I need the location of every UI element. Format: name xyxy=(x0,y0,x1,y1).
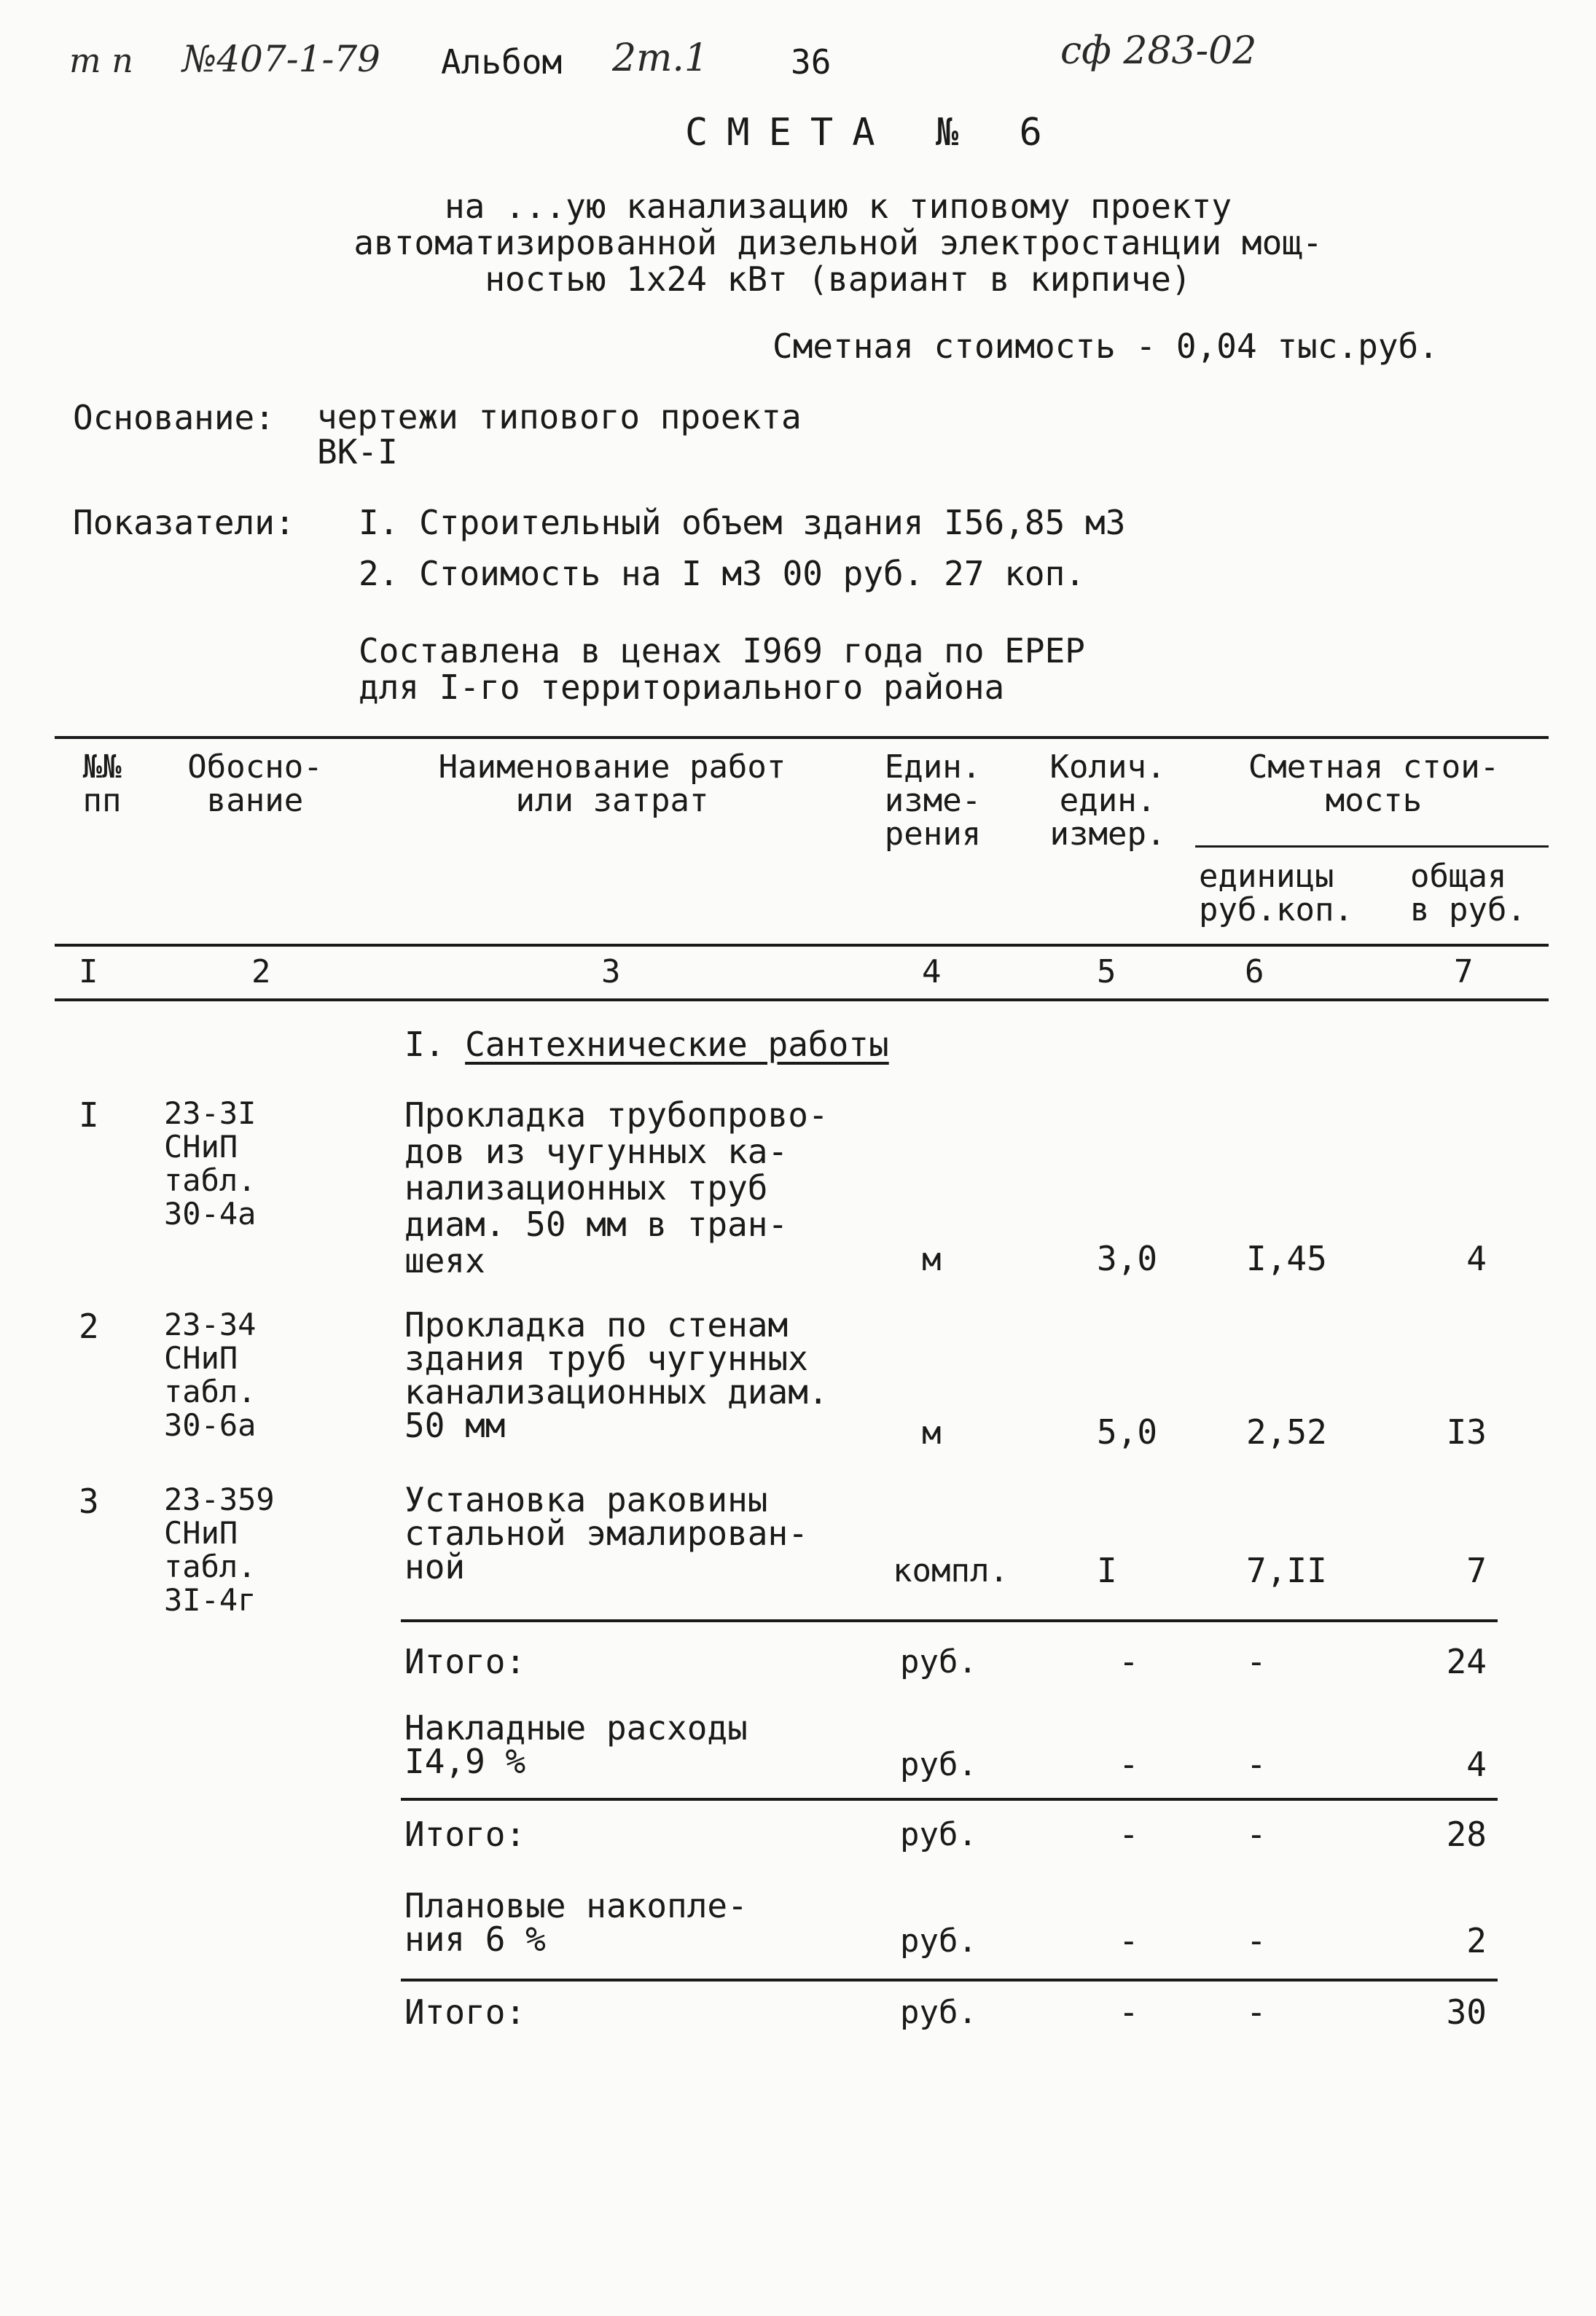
row-num: I xyxy=(79,1095,99,1135)
summary-total: 24 xyxy=(1446,1642,1487,1681)
row-total: 4 xyxy=(1466,1239,1487,1278)
page-number: 36 xyxy=(791,42,832,82)
summary-qty: - xyxy=(1119,1815,1139,1854)
summary-unit-cost: - xyxy=(1246,1745,1267,1784)
row-unit-cost: 2,52 xyxy=(1246,1412,1327,1452)
summary-qty: - xyxy=(1119,1921,1139,1960)
summary-rule-2 xyxy=(401,1798,1498,1801)
summary-unit: руб. xyxy=(900,1643,977,1681)
summary-unit: руб. xyxy=(900,1994,977,2031)
header-bottom-rule xyxy=(55,944,1549,947)
section-heading xyxy=(404,1026,889,1063)
document-title: СМЕТА № 6 xyxy=(685,111,1061,154)
row-total: I3 xyxy=(1446,1412,1487,1452)
summary-name: Накладные расходы I4,9 % xyxy=(404,1708,748,1781)
summary-total: 30 xyxy=(1446,1992,1487,2032)
basis-label: Основание: xyxy=(73,398,275,437)
row-unit: м xyxy=(922,1415,942,1452)
header-num: №№ пп xyxy=(82,748,122,819)
summary-unit: руб. xyxy=(900,1922,977,1960)
compiled-note: Составлена в ценах I969 года по ЕРЕР для I-го территориального района xyxy=(359,631,1085,707)
basis-text: чертежи типового проекта ВК-I xyxy=(317,397,802,472)
summary-qty: - xyxy=(1119,1992,1139,2032)
header-qty: Колич. един. измер. xyxy=(1049,748,1166,853)
row-unit-cost: I,45 xyxy=(1246,1239,1327,1278)
summary-unit-cost: - xyxy=(1246,1992,1267,2032)
row-basis: 23-34 СНиП табл. 30-6а xyxy=(164,1307,257,1443)
row-total: 7 xyxy=(1466,1551,1487,1590)
summary-name: Итого: xyxy=(404,1815,526,1854)
summary-rule-3 xyxy=(401,1979,1498,1981)
section-number: I. xyxy=(404,1025,466,1064)
summary-qty: - xyxy=(1119,1745,1139,1784)
indicator-unit-cost: 2. Стоимость на I м3 00 руб. 27 коп. xyxy=(359,554,1085,593)
row-unit-cost: 7,II xyxy=(1246,1551,1327,1590)
col-number-5: 5 xyxy=(1097,953,1116,990)
col-number-1: I xyxy=(79,953,98,990)
row-num: 3 xyxy=(79,1482,99,1521)
summary-name: Итого: xyxy=(404,1642,526,1681)
summary-unit-cost: - xyxy=(1246,1642,1267,1681)
col-number-7: 7 xyxy=(1454,953,1474,990)
document-code: сф 283-02 xyxy=(1060,29,1257,73)
row-unit: м xyxy=(922,1241,942,1278)
header-unit: Един. изме- рения xyxy=(884,748,982,853)
indicator-volume: I. Строительный объем здания I56,85 м3 xyxy=(359,503,1126,542)
doc-series-prefix: т п xyxy=(69,41,133,80)
summary-unit: руб. xyxy=(900,1816,977,1853)
col-number-6: 6 xyxy=(1245,953,1264,990)
estimated-cost: Сметная стоимость - 0,04 тыс.руб. xyxy=(772,326,1439,366)
summary-name: Плановые накопле- ния 6 % xyxy=(404,1886,748,1959)
summary-unit: руб. xyxy=(900,1746,977,1783)
row-name: Прокладка трубопрово- дов из чугунных ка- нализационных труб диам. 50 мм в тран- шеях xyxy=(404,1095,829,1280)
summary-qty: - xyxy=(1119,1642,1139,1681)
row-qty: 5,0 xyxy=(1097,1412,1158,1452)
column-numbers-rule xyxy=(55,998,1549,1001)
row-name: Прокладка по стенам здания труб чугунных канализационных диам. 50 мм xyxy=(404,1305,829,1445)
table-top-rule xyxy=(55,736,1549,739)
album-number: 2т.1 xyxy=(612,36,709,80)
col-number-2: 2 xyxy=(251,953,271,990)
row-qty: 3,0 xyxy=(1097,1239,1158,1278)
row-num: 2 xyxy=(79,1307,99,1346)
project-number: №407-1-79 xyxy=(182,38,380,80)
album-label: Альбом xyxy=(441,42,563,82)
header-basis: Обосно- вание xyxy=(187,748,323,819)
header-total: общая в руб. xyxy=(1410,858,1526,928)
row-basis: 23-359 СНиП табл. 3I-4г xyxy=(164,1482,275,1618)
cost-group-rule xyxy=(1195,845,1549,848)
summary-total: 2 xyxy=(1466,1921,1487,1960)
summary-total: 28 xyxy=(1446,1815,1487,1854)
col-number-4: 4 xyxy=(922,953,942,990)
row-basis: 23-3I СНиП табл. 30-4а xyxy=(164,1095,257,1232)
header-unit-cost: единицы руб.коп. xyxy=(1199,858,1353,928)
summary-rule-1 xyxy=(401,1619,1498,1622)
header-cost-group: Сметная стои- мость xyxy=(1248,748,1500,819)
row-unit: компл. xyxy=(893,1552,1009,1589)
col-number-3: 3 xyxy=(601,953,621,990)
summary-name: Итого: xyxy=(404,1992,526,2032)
header-name: Наименование работ или затрат xyxy=(438,748,786,819)
section-title: Сантехнические работы xyxy=(465,1025,889,1064)
row-qty: I xyxy=(1097,1551,1117,1590)
summary-unit-cost: - xyxy=(1246,1921,1267,1960)
document-subtitle: на ...ую канализацию к типовому проекту автоматизированной дизельной электростанции мощ- ностью 1х24 кВт (вариант в кирпиче) xyxy=(353,187,1323,299)
row-name: Установка раковины стальной эмалирован- ной xyxy=(404,1480,808,1587)
summary-total: 4 xyxy=(1466,1745,1487,1784)
summary-unit-cost: - xyxy=(1246,1815,1267,1854)
indicators-label: Показатели: xyxy=(73,503,295,542)
